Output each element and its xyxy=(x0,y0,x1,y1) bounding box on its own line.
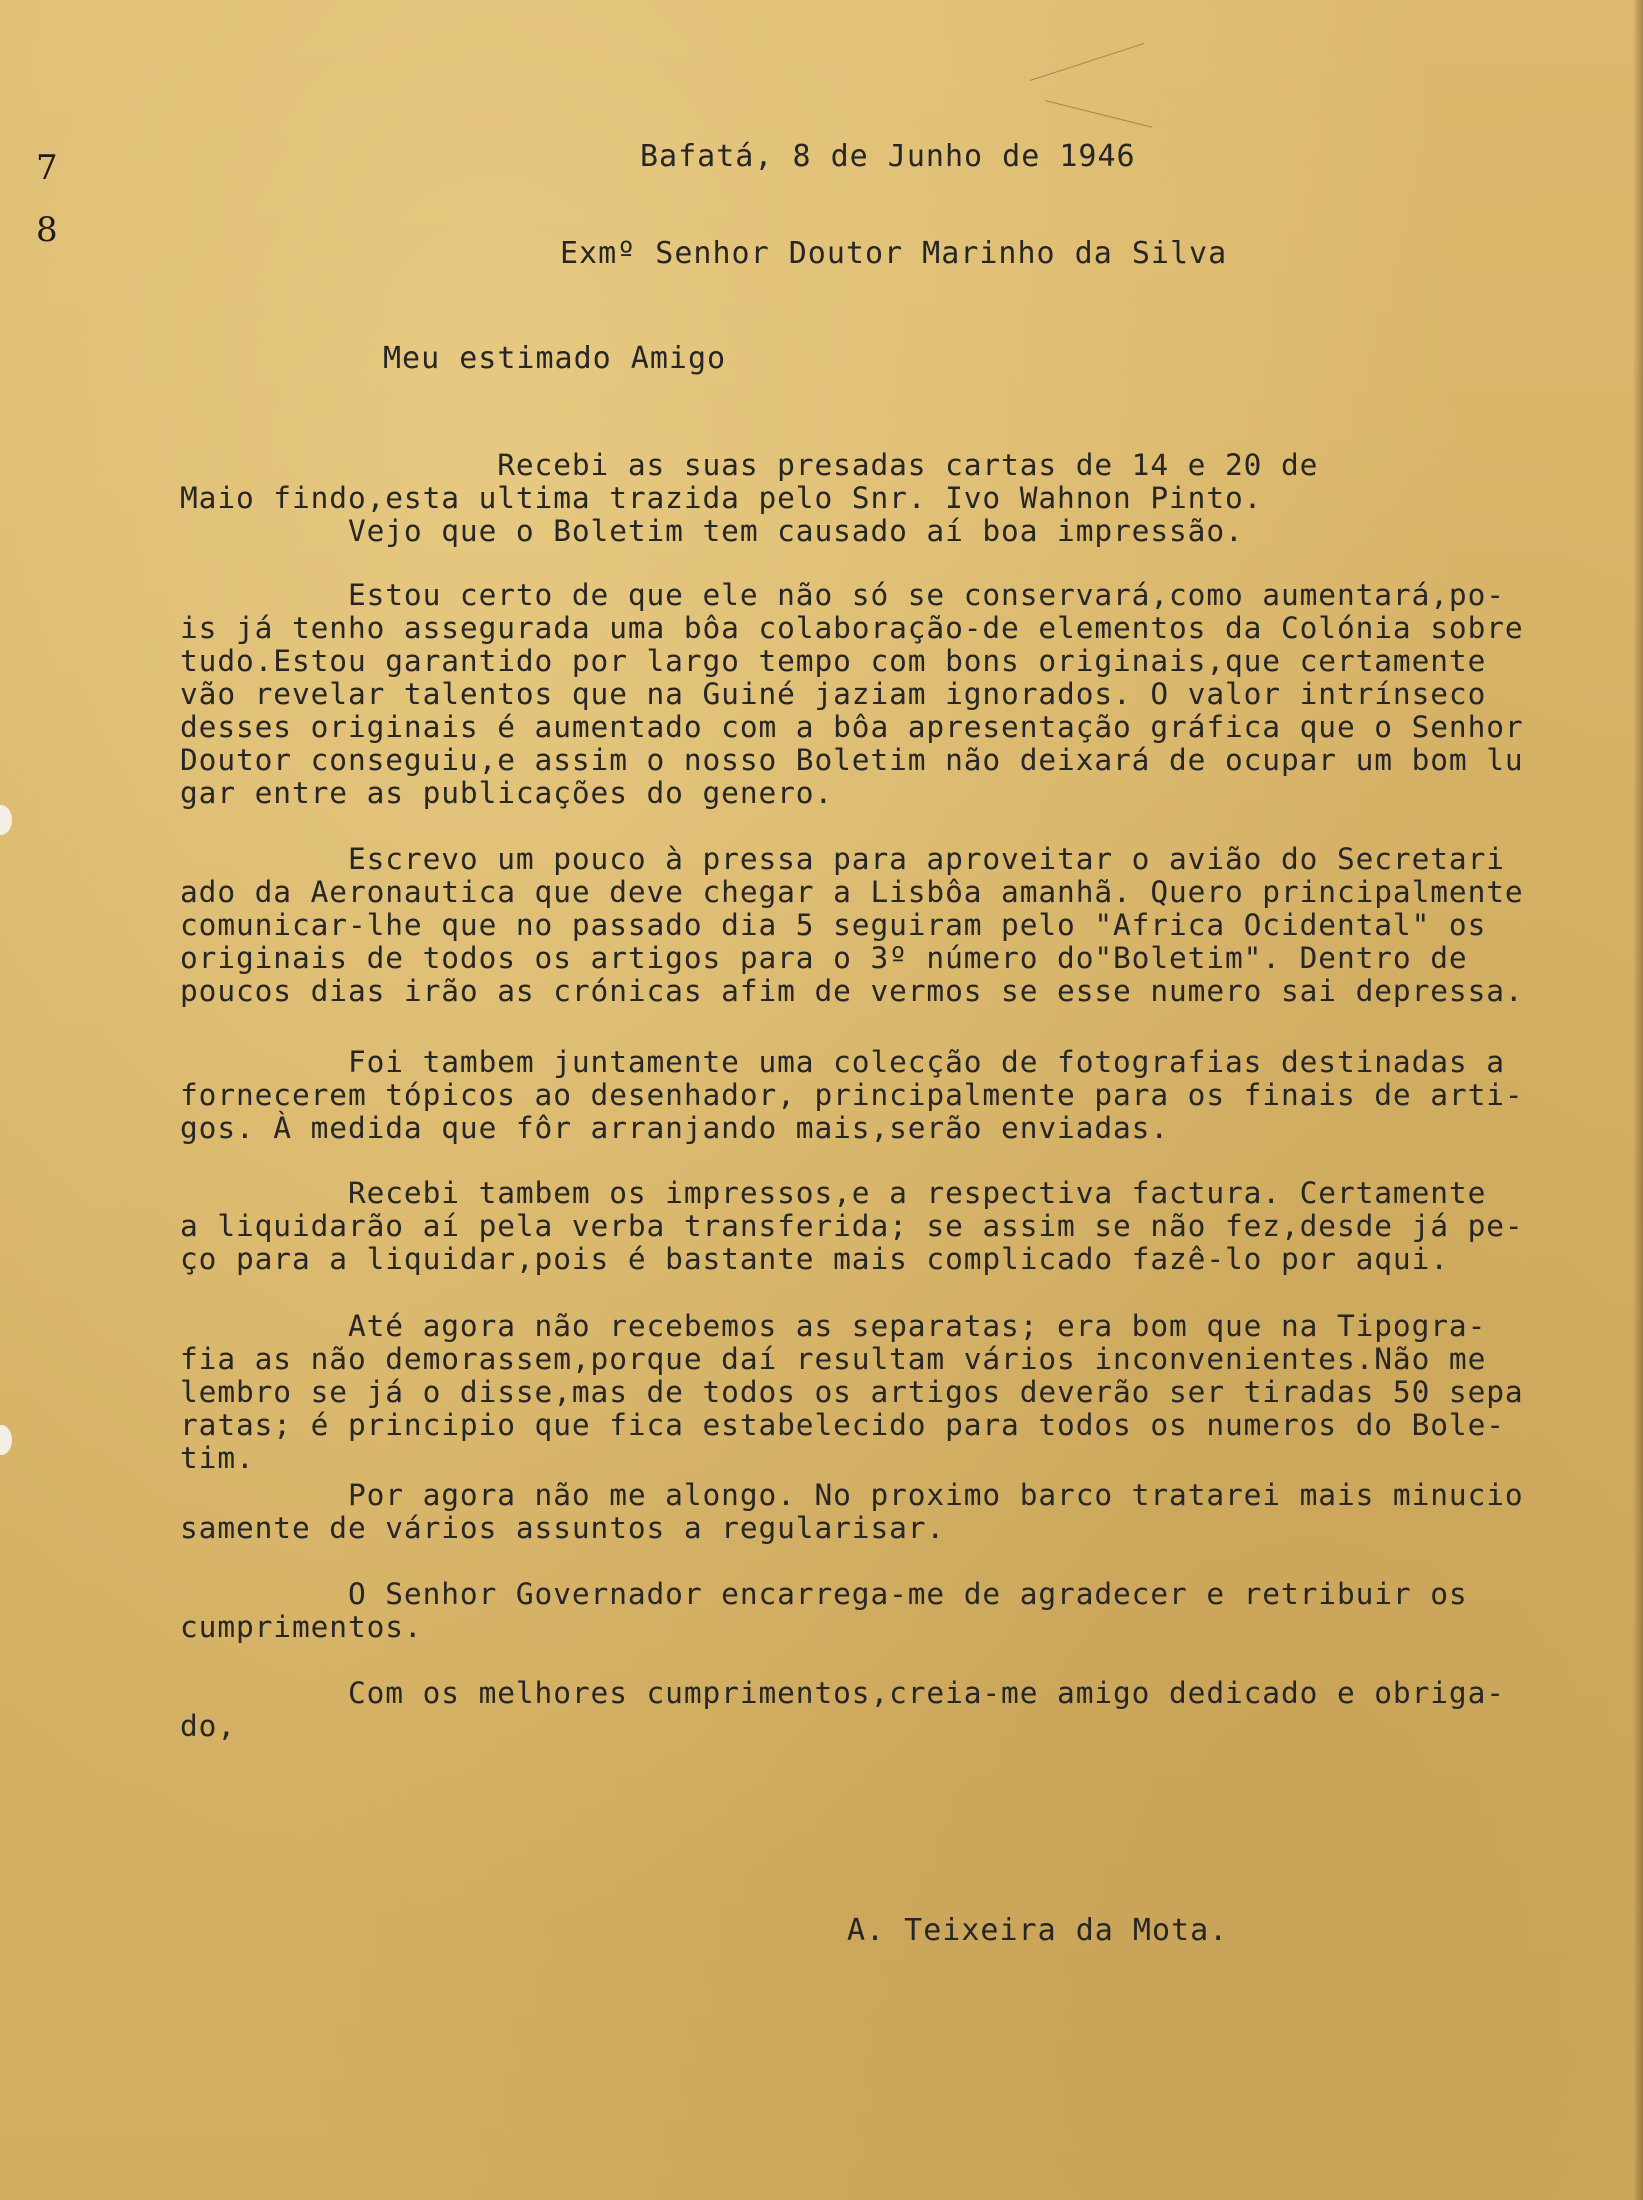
paragraph: O Senhor Governador encarrega-me de agradecer e retribuir os cumprimentos. xyxy=(180,1577,1468,1644)
paragraph: Recebi as suas presadas cartas de 14 e 20 de Maio findo,esta ultima trazida pelo Snr. Ivo Wahnon Pinto. Vejo que o Boletim tem causado aí boa impressão. xyxy=(180,448,1319,548)
paragraph: Até agora não recebemos as separatas; era bom que na Tipogra- fia as não demorassem,porque daí resultam vários inconvenientes.Não me lembro se já o disse,mas de todos os artigos deverão ser tiradas 50 sepa ratas; é principio que fica estabelecido para todos os numeros do Bole- tim. xyxy=(180,1309,1524,1475)
pencil-scratch xyxy=(1030,43,1144,81)
date-line: Bafatá, 8 de Junho de 1946 xyxy=(640,139,1136,174)
page-edge-shadow xyxy=(1633,0,1643,2200)
addressee-line: Exmº Senhor Doutor Marinho da Silva xyxy=(560,236,1228,271)
greeting: Meu estimado Amigo xyxy=(383,341,727,376)
paragraph: Foi tambem juntamente uma colecção de fotografias destinadas a fornecerem tópicos ao desenhador, principalmente para os finais de arti- gos. À medida que fôr arranjando mais,serão enviadas. xyxy=(180,1045,1524,1145)
punch-hole xyxy=(0,1425,12,1455)
closing-paragraph: Com os melhores cumprimentos,creia-me amigo dedicado e obriga- do, xyxy=(180,1676,1505,1743)
signature-line: A. Teixeira da Mota. xyxy=(847,1913,1229,1948)
paragraph: Recebi tambem os impressos,e a respectiva factura. Certamente a liquidarão aí pela verba transferida; se assim se não fez,desde já pe- ço para a liquidar,pois é bastante mais complicado fazê-lo por aqui. xyxy=(180,1176,1524,1276)
punch-hole xyxy=(0,805,12,835)
paragraph: Estou certo de que ele não só se conservará,como aumentará,po- is já tenho assegurada uma bôa colaboração-de elementos da Colónia sobre tudo.Estou garantido por largo tempo com bons originais,que certamente vão revelar talentos que na Guiné jaziam ignorados. O valor intrínseco desses originais é aumentado com a bôa apresentação gráfica que o Senhor Doutor conseguiu,e assim o nosso Boletim não deixará de ocupar um bom lu gar entre as publicações do genero. xyxy=(180,578,1524,810)
pencil-scratch xyxy=(1045,100,1152,128)
margin-handwritten-mark: 7 xyxy=(36,148,58,188)
paragraph: Por agora não me alongo. No proximo barco tratarei mais minucio samente de vários assuntos a regularisar. xyxy=(180,1478,1524,1545)
paragraph: Escrevo um pouco à pressa para aproveitar o avião do Secretari ado da Aeronautica que deve chegar a Lisbôa amanhã. Quero principalmente comunicar-lhe que no passado dia 5 seguiram pelo "Africa Ocidental" os originais de todos os artigos para o 3º número do"Boletim". Dentro de poucos dias irão as crónicas afim de vermos se esse numero sai depressa. xyxy=(180,842,1524,1008)
margin-handwritten-mark: 8 xyxy=(36,210,58,250)
